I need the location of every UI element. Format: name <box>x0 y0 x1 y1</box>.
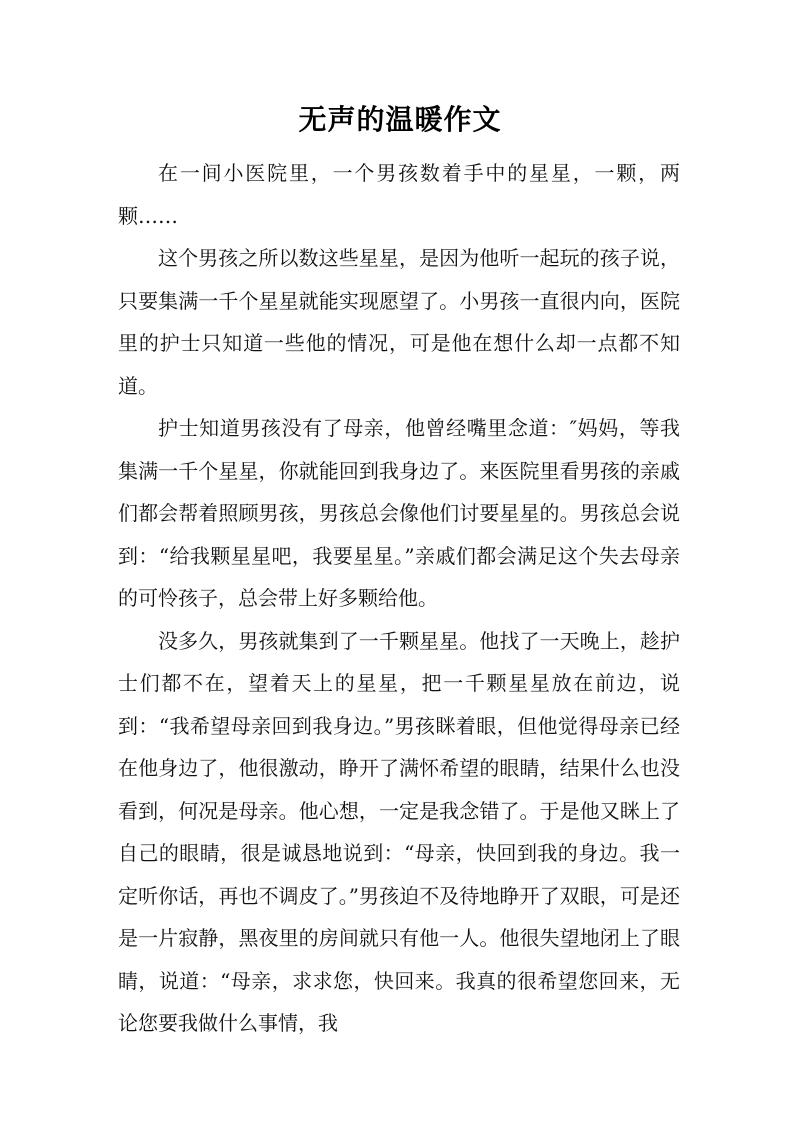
document-body <box>118 152 680 1045</box>
paragraph: 护士知道男孩没有了母亲，他曾经嘴里念道：″妈妈，等我集满一千个星星，你就能回到我身边了。来医院里看男孩的亲戚们都会帮着照顾男孩，男孩总会像他们讨要星星的。男孩总会说到：“给我颗星星吧，我要星星。”亲戚们都会满足这个失去母亲的可怜孩子，总会带上好多颗给他。 <box>118 416 680 610</box>
document-title: 无声的温暖作文 <box>298 103 502 136</box>
paragraph: 这个男孩之所以数这些星星，是因为他听一起玩的孩子说，只要集满一千个星星就能实现愿望了。小男孩一直很内向，医院里的护士只知道一些他的情况，可是他在想什么却一点都不知道。 <box>118 246 680 398</box>
paragraph: 没多久，男孩就集到了一千颗星星。他找了一天晚上，趁护士们都不在，望着天上的星星，把一千颗星星放在前边，说到：“我希望母亲回到我身边。”男孩眯着眼，但他觉得母亲已经在他身边了，他很激动，睁开了满怀希望的眼睛，结果什么也没看到，何况是母亲。他心想，一定是我念错了。于是他又眯上了自己的眼睛，很是诚恳地说到：“母亲，快回到我的身边。我一定听你话，再也不调皮了。”男孩迫不及待地睁开了双眼，可是还是一片寂静，黑夜里的房间就只有他一人。他很失望地闭上了眼睛，说道：“母亲，求求您，快回来。我真的很希望您回来，无论您要我做什么事情，我 <box>118 628 680 1035</box>
paragraph: 在一间小医院里，一个男孩数着手中的星星，一颗，两颗…… <box>118 161 680 228</box>
